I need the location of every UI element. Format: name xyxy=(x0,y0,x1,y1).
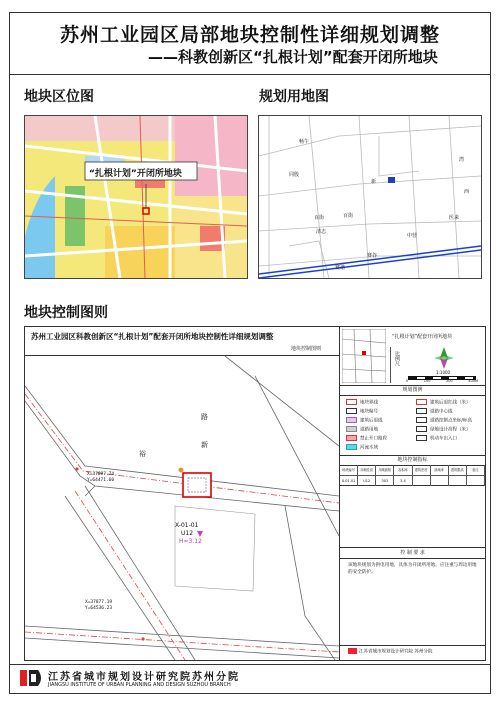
scale-ticks xyxy=(406,379,478,383)
landuse-map xyxy=(258,115,482,279)
legend-swatch xyxy=(416,417,427,423)
footer-org-cn: 江苏省城市规划设计研究院苏州分院 xyxy=(48,672,240,683)
road-label: 路 xyxy=(201,413,208,421)
parcel-code: X-01-01 xyxy=(175,522,199,529)
legend-swatch xyxy=(346,408,357,414)
legend-label: 地块界线 xyxy=(360,400,378,406)
landuse-label: 新 xyxy=(371,179,377,185)
legend-label: 道路控制点坐标/标高 xyxy=(430,418,473,424)
coordinate-2 xyxy=(85,600,112,612)
legend-label: 河流水域 xyxy=(360,445,378,451)
road-label: 裕 xyxy=(139,450,146,458)
location-callout: “扎根计划”开闭所地块 xyxy=(89,169,182,179)
landuse-label: 畅午 xyxy=(299,139,310,145)
coordinate-x: X=37877.19 xyxy=(85,600,113,605)
legend-swatch xyxy=(346,426,357,432)
footer-org-en: JIANGSU INSTITUTE OF URBAN PLANNING AND DESIGN SUZHOU BRANCH xyxy=(48,682,231,688)
scale-title: 比例尺 xyxy=(394,351,400,366)
legend-swatch xyxy=(346,399,357,405)
legend-label: 地块编号 xyxy=(360,409,378,415)
landuse-label: 西 xyxy=(464,189,470,195)
coordinate-x: X=37897.74 xyxy=(87,472,115,477)
footer-logo-icon xyxy=(20,668,44,692)
indicator-cell: X-01-01 xyxy=(340,476,358,486)
coordinate-y: Y=64536.23 xyxy=(85,606,113,611)
page-subtitle: ——科教创新区“扎根计划”配套开闭所地块 xyxy=(148,48,438,66)
legend-title: 规划图例 xyxy=(340,385,485,396)
landuse-label: 医来 xyxy=(449,215,460,221)
landuse-label: 湾 xyxy=(459,157,465,163)
info-title: “扎根计划”配套开闭所地块 xyxy=(392,334,453,340)
indicator-title: 地块控制指标 xyxy=(340,455,485,466)
section-landuse-title: 规划用地图 xyxy=(259,89,329,105)
legend-item xyxy=(346,435,387,442)
legend-item xyxy=(416,417,472,424)
control-title: 苏州工业园区科教创新区“扎根计划”配套开闭所地块控制性详细规划调整 xyxy=(31,332,274,341)
legend-item xyxy=(416,408,453,415)
legend-swatch xyxy=(416,426,427,432)
footer-divider xyxy=(340,645,485,646)
legend-swatch xyxy=(416,408,427,414)
indicator-cell: 303 xyxy=(376,476,394,486)
sheet-footer-org-text: 江苏省城市规划设计研究院 苏州分院 xyxy=(359,649,433,655)
scale-tick: 0 xyxy=(406,379,409,383)
control-sheet xyxy=(24,326,486,661)
legend-item xyxy=(346,408,378,415)
indicator-header-row xyxy=(340,465,485,476)
road-label: 新 xyxy=(201,441,208,449)
landuse-label: 百街 xyxy=(343,213,354,219)
indicator-header-cell: 用地面积 xyxy=(376,465,394,475)
control-map xyxy=(25,327,339,660)
location-map-graphic xyxy=(25,116,247,278)
legend-item xyxy=(416,426,471,433)
parcel-use: U12 xyxy=(181,530,194,537)
legend-item xyxy=(416,435,457,442)
legend-swatch xyxy=(346,417,357,423)
parcel-far: H=3.12 xyxy=(179,538,202,545)
legend-label: 绿地设计高程（米） xyxy=(430,427,471,433)
indicator-cell: 3.4 xyxy=(394,476,412,486)
indicator-header-cell: 绿地率 xyxy=(431,465,449,475)
control-map-graphic xyxy=(25,356,339,660)
section-control-title: 地块控制图则 xyxy=(24,305,108,321)
legend-item xyxy=(346,417,383,424)
indicator-data-row xyxy=(340,476,485,486)
page-title: 苏州工业园区局部地块控制性详细规划调整 xyxy=(59,24,440,46)
indicator-header-cell: 容积率 xyxy=(394,465,412,475)
notes-text: 该地块规划为供电用地，具体为开闭所用地，应注重与周边用地的安全防护。 xyxy=(348,563,477,575)
landuse-label: 百街 xyxy=(314,215,325,221)
landuse-label: 同殷 xyxy=(289,172,300,178)
legend-item xyxy=(346,444,378,451)
scale-tick: 200 xyxy=(446,379,453,383)
sheet-footer-org xyxy=(348,648,432,655)
indicator-cell: U12 xyxy=(358,476,376,486)
legend-item xyxy=(346,426,378,433)
indicator-header-cell: 建筑密度 xyxy=(413,465,431,475)
legend-swatch xyxy=(346,435,357,441)
section-location-title: 地块区位图 xyxy=(24,89,94,105)
info-header xyxy=(340,327,485,386)
indicator-cell xyxy=(413,476,431,486)
info-column xyxy=(340,327,485,660)
legend-label: 道路中心线 xyxy=(430,409,453,415)
scale-ratio: 1:1000 xyxy=(436,370,451,375)
control-subtitle: 地块控制图则 xyxy=(291,346,322,352)
indicator-header-cell: 备注 xyxy=(467,465,485,475)
landuse-label: 中营 xyxy=(407,233,418,239)
legend-label: 机动车出入口 xyxy=(430,436,457,442)
scale-tick: 400M xyxy=(468,379,478,383)
scale-tick: 100 xyxy=(423,379,431,383)
legend-label: 道路用地 xyxy=(360,427,378,433)
legend-label: 建筑后退红线（米） xyxy=(430,400,471,406)
notes-title: 控 制 要 求 xyxy=(340,547,485,559)
info-divider xyxy=(390,347,391,383)
indicator-cell xyxy=(431,476,449,486)
legend-swatch xyxy=(416,435,427,441)
legend-swatch xyxy=(346,444,357,450)
indicator-cell xyxy=(449,476,467,486)
indicator-header-cell: 用地性质 xyxy=(358,465,376,475)
indicator-table xyxy=(340,465,485,486)
landuse-label: 清志 xyxy=(316,229,327,235)
legend-swatch xyxy=(416,399,427,405)
indicator-header-cell: 地块编号 xyxy=(340,465,358,475)
indicator-header-cell: 建筑限高 xyxy=(449,465,467,475)
indicator-cell xyxy=(467,476,485,486)
legend-label: 禁止开口路段 xyxy=(360,436,387,442)
mini-location-map xyxy=(342,329,386,383)
coordinate-y: Y=64471.60 xyxy=(87,478,115,483)
footer-rule xyxy=(9,664,491,665)
header-divider xyxy=(9,74,491,75)
legend-panel xyxy=(340,395,485,456)
coordinate-1 xyxy=(87,472,114,484)
parcel-label xyxy=(175,522,202,546)
landuse-label: 赛谷 xyxy=(367,253,378,259)
north-arrow-icon xyxy=(432,347,456,369)
location-map xyxy=(24,115,248,279)
legend-item xyxy=(416,399,471,406)
legend-item xyxy=(346,399,378,406)
landuse-label: 赛谐 xyxy=(335,265,346,271)
org-logo-icon xyxy=(348,648,357,654)
legend-label: 建筑后退线 xyxy=(360,418,383,424)
